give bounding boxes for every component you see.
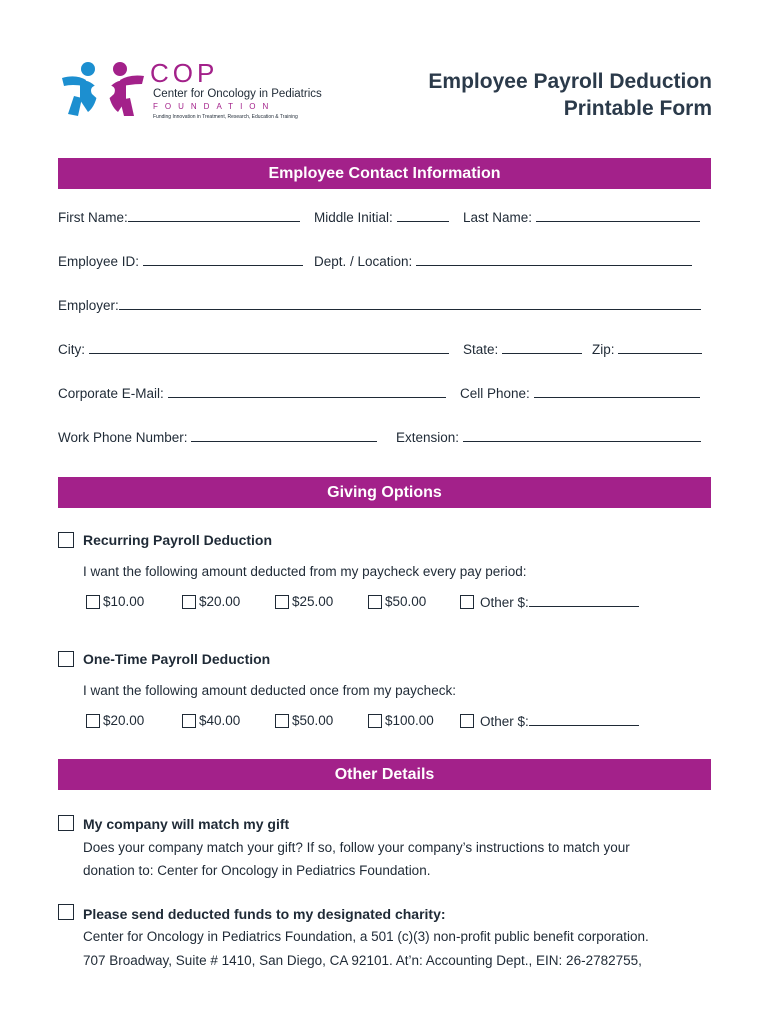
recurring-title: Recurring Payroll Deduction — [83, 532, 273, 548]
match-desc-line1: Does your company match your gift? If so, follow your company’s instructions to match your — [83, 840, 630, 855]
employee-id-field[interactable] — [143, 253, 303, 266]
work-phone-row — [58, 429, 377, 445]
state-label: State: — [463, 342, 499, 357]
recurring-other-checkbox[interactable] — [460, 595, 474, 609]
recurring-amount-label: $10.00 — [103, 594, 145, 609]
cell-row — [460, 385, 700, 401]
last-name-label: Last Name: — [463, 210, 533, 225]
zip-label: Zip: — [592, 342, 615, 357]
charity-desc-line1: Center for Oncology in Pediatrics Foundation, a 501 (c)(3) non-profit public benefit corporation. — [83, 929, 649, 944]
onetime-other-row — [480, 713, 639, 729]
onetime-amount-checkbox[interactable] — [275, 714, 289, 728]
match-checkbox[interactable] — [58, 815, 74, 831]
city-field[interactable] — [89, 341, 449, 354]
dept-field[interactable] — [416, 253, 692, 266]
contact-section-header: Employee Contact Information — [58, 158, 711, 189]
cop-logo — [58, 58, 328, 126]
email-field[interactable] — [168, 385, 446, 398]
zip-row — [592, 341, 702, 357]
middle-initial-field[interactable] — [397, 209, 449, 222]
charity-title: Please send deducted funds to my designated charity: — [83, 906, 446, 922]
extension-label: Extension: — [396, 430, 460, 445]
onetime-amount-checkbox[interactable] — [368, 714, 382, 728]
onetime-amount-label: $50.00 — [292, 713, 334, 728]
logo-org-name: Center for Oncology in Pediatrics — [153, 88, 322, 100]
employer-label: Employer: — [58, 298, 119, 313]
logo-mark: COP — [150, 58, 219, 88]
onetime-desc: I want the following amount deducted once from my paycheck: — [83, 683, 456, 698]
employer-row — [58, 297, 701, 313]
recurring-amount-label: $25.00 — [292, 594, 334, 609]
extension-field[interactable] — [463, 429, 701, 442]
employer-field[interactable] — [119, 297, 701, 310]
onetime-other-checkbox[interactable] — [460, 714, 474, 728]
recurring-amount-label: $20.00 — [199, 594, 241, 609]
work-phone-label: Work Phone Number: — [58, 430, 188, 445]
giving-section-header: Giving Options — [58, 477, 711, 508]
onetime-checkbox[interactable] — [58, 651, 74, 667]
onetime-amount-checkbox[interactable] — [182, 714, 196, 728]
form-title — [428, 68, 712, 122]
logo-tagline: Funding Innovation in Treatment, Research, Education & Training — [153, 114, 298, 120]
last-name-field[interactable] — [536, 209, 700, 222]
cell-field[interactable] — [534, 385, 700, 398]
middle-initial-label: Middle Initial: — [314, 210, 393, 225]
extension-row — [396, 429, 701, 445]
city-label: City: — [58, 342, 85, 357]
dept-row — [314, 253, 692, 269]
children-logo-icon — [58, 60, 148, 122]
match-title: My company will match my gift — [83, 816, 290, 832]
recurring-amount-checkbox[interactable] — [368, 595, 382, 609]
onetime-other-label: Other $: — [480, 714, 529, 729]
onetime-title: One-Time Payroll Deduction — [83, 651, 271, 667]
onetime-amount-checkbox[interactable] — [86, 714, 100, 728]
onetime-amount-label: $100.00 — [385, 713, 434, 728]
recurring-amount-checkbox[interactable] — [86, 595, 100, 609]
last-name-row — [463, 209, 700, 225]
form-title-line2: Printable Form — [563, 97, 712, 120]
other-section-header: Other Details — [58, 759, 711, 790]
onetime-other-field[interactable] — [529, 713, 639, 726]
state-row — [463, 341, 582, 357]
recurring-other-row — [480, 594, 639, 610]
recurring-other-field[interactable] — [529, 594, 639, 607]
recurring-amount-checkbox[interactable] — [275, 595, 289, 609]
work-phone-field[interactable] — [191, 429, 377, 442]
state-field[interactable] — [502, 341, 582, 354]
logo-foundation: FOUNDATION — [153, 102, 276, 111]
recurring-other-label: Other $: — [480, 595, 529, 610]
first-name-field[interactable] — [128, 209, 300, 222]
recurring-desc: I want the following amount deducted from my paycheck every pay period: — [83, 564, 527, 579]
employee-id-row — [58, 253, 303, 269]
form-title-line1: Employee Payroll Deduction — [428, 70, 712, 93]
city-row — [58, 341, 449, 357]
employee-id-label: Employee ID: — [58, 254, 140, 269]
recurring-amount-label: $50.00 — [385, 594, 427, 609]
first-name-row — [58, 209, 300, 225]
onetime-amount-label: $40.00 — [199, 713, 241, 728]
recurring-checkbox[interactable] — [58, 532, 74, 548]
charity-checkbox[interactable] — [58, 904, 74, 920]
email-row — [58, 385, 446, 401]
charity-desc-line2: 707 Broadway, Suite # 1410, San Diego, CA 92101. At’n: Accounting Dept., EIN: 26-2782755, — [83, 953, 642, 968]
first-name-label: First Name: — [58, 210, 128, 225]
zip-field[interactable] — [618, 341, 702, 354]
dept-label: Dept. / Location: — [314, 254, 413, 269]
onetime-amount-label: $20.00 — [103, 713, 145, 728]
cell-label: Cell Phone: — [460, 386, 530, 401]
recurring-amount-checkbox[interactable] — [182, 595, 196, 609]
match-desc-line2: donation to: Center for Oncology in Pediatrics Foundation. — [83, 863, 431, 878]
middle-initial-row — [314, 209, 449, 225]
email-label: Corporate E-Mail: — [58, 386, 164, 401]
